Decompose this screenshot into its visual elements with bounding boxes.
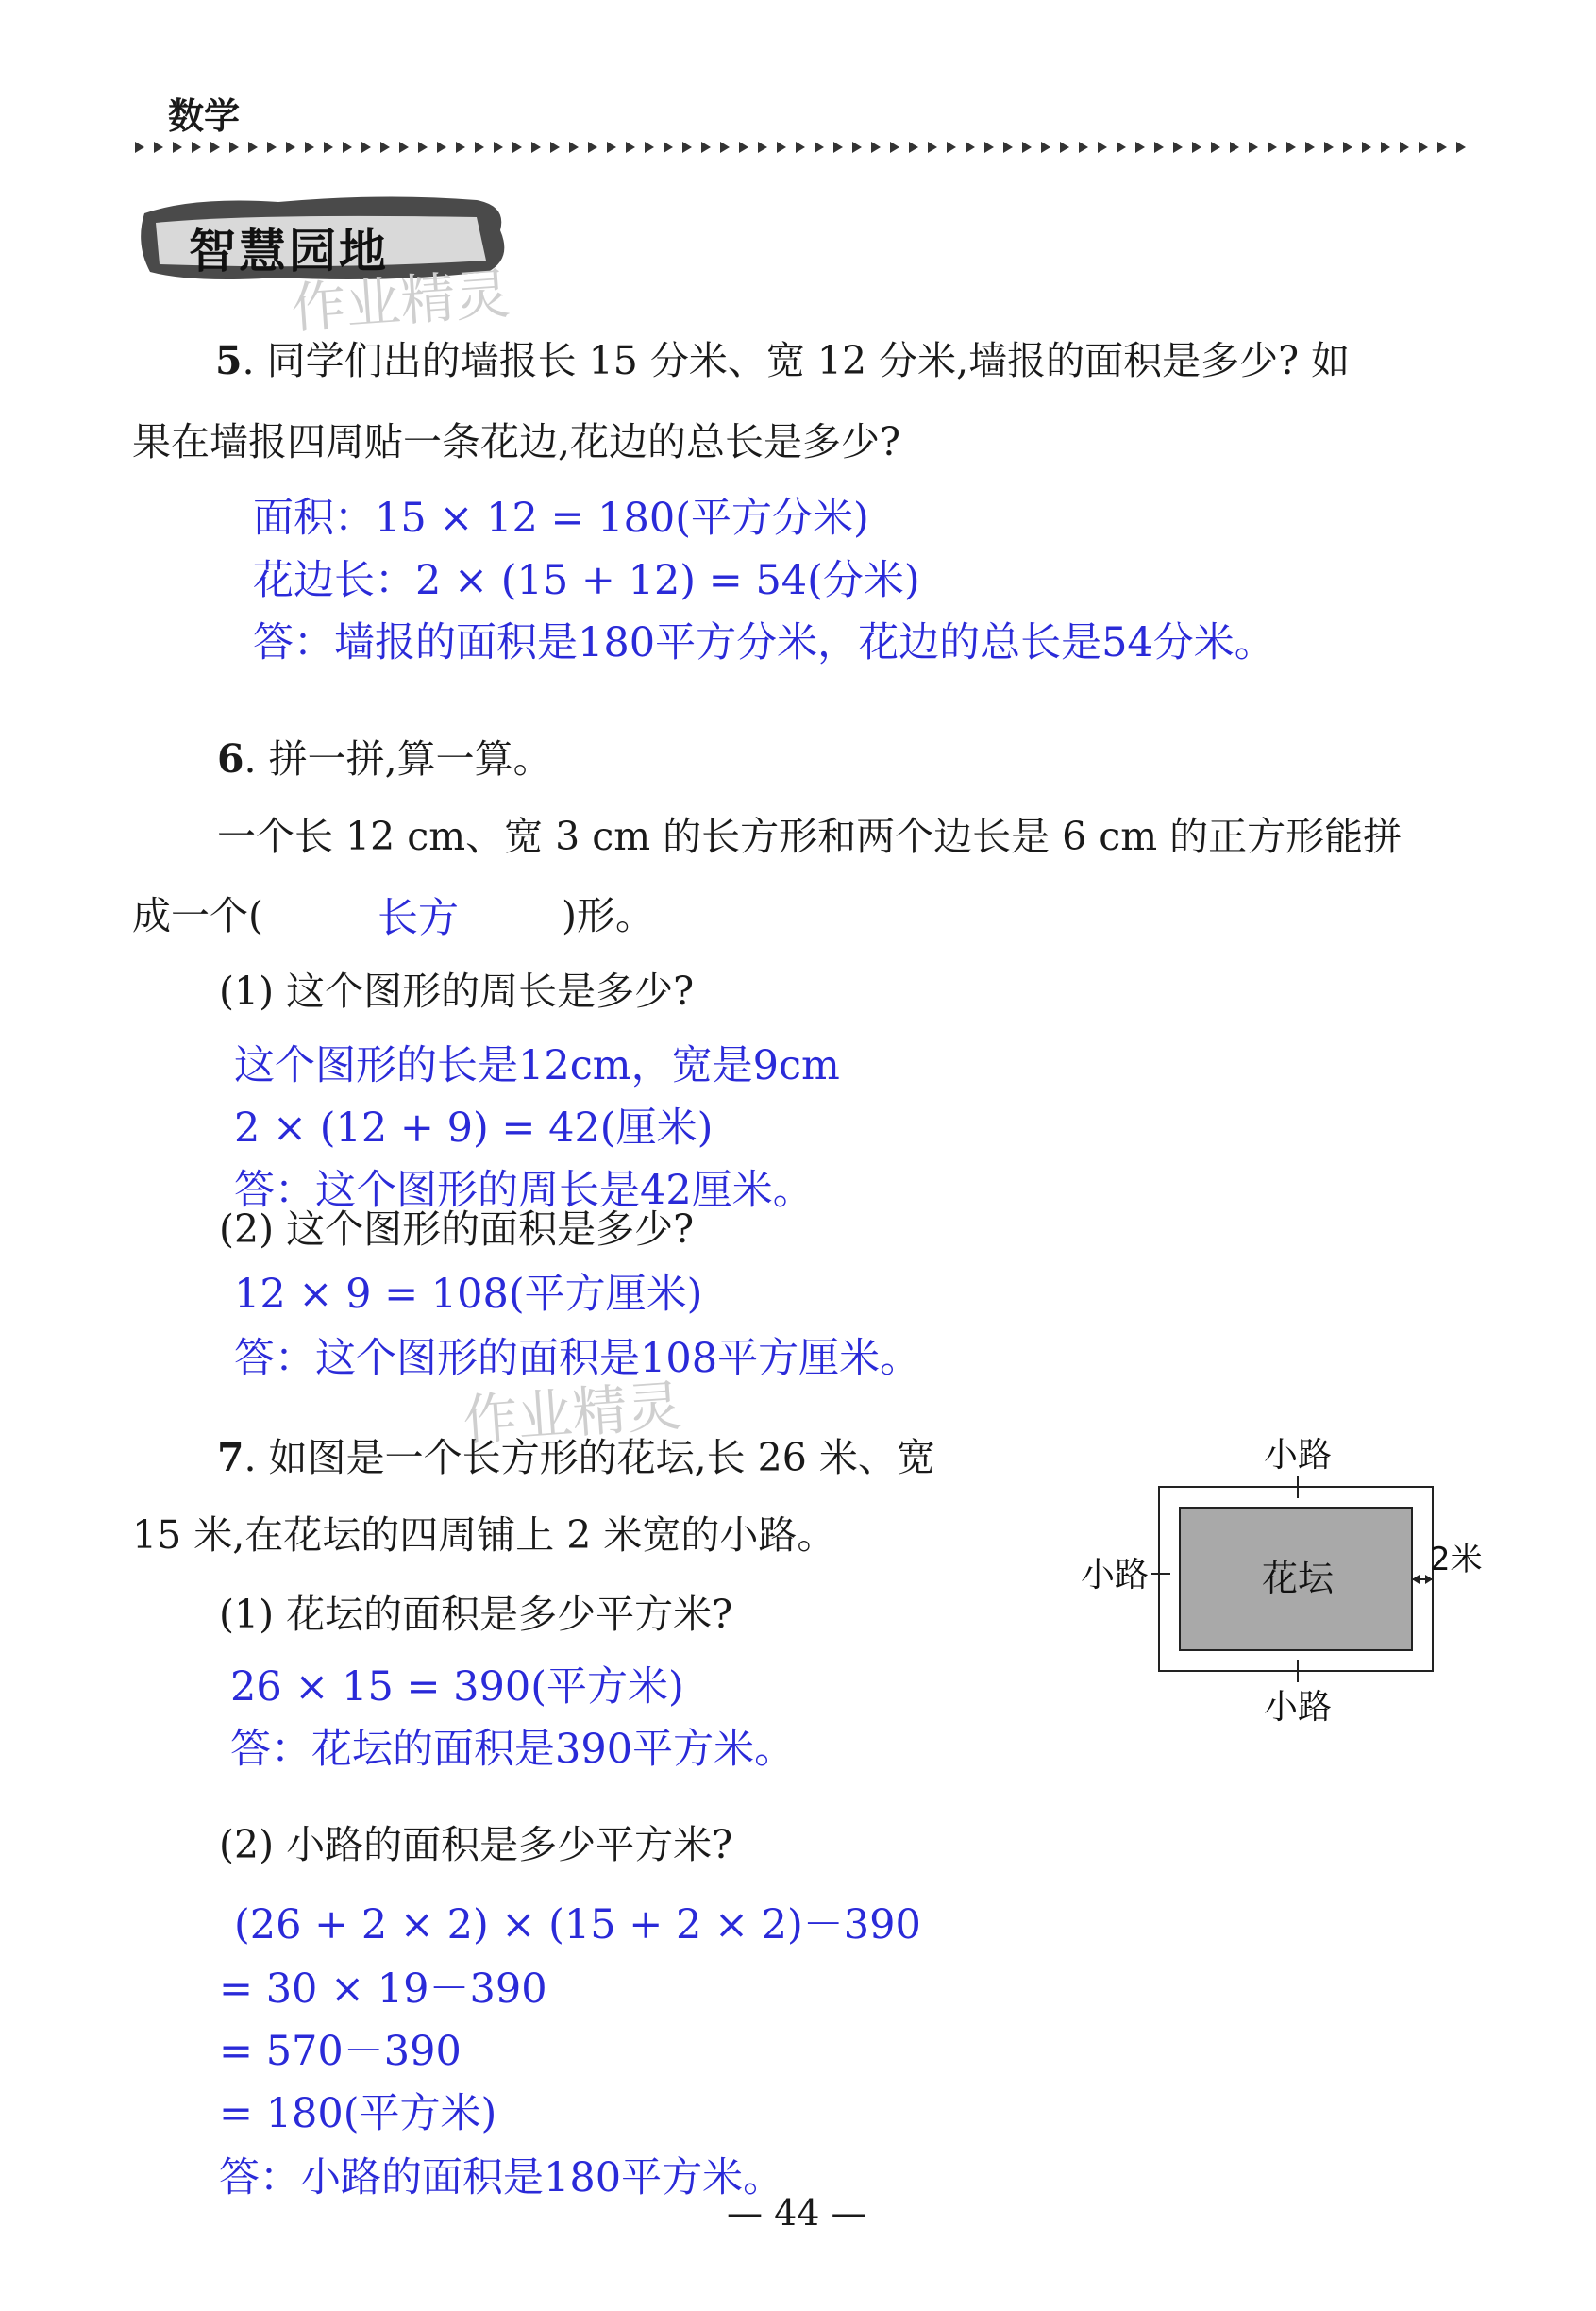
q6-blank-answer: 长方 (378, 895, 459, 942)
arrow-mark (1305, 142, 1315, 153)
arrow-mark (909, 142, 918, 153)
q5-text-1: . 同学们出的墙报长 15 分米、宽 12 分米,墙报的面积是多少? 如 (242, 338, 1351, 383)
arrow-mark (701, 142, 711, 153)
q6-line1: 一个长 12 cm、宽 3 cm 的长方形和两个边长是 6 cm 的正方形能拼 (217, 814, 1403, 859)
flower-bed-label: 花坛 (1261, 1558, 1335, 1599)
arrow-mark (664, 142, 673, 153)
q7-sub2-answer-2: = 30 × 19－390 (219, 1965, 547, 2013)
arrow-mark (626, 142, 635, 153)
q6-number: 6 (217, 736, 244, 782)
watermark-2: 作业精灵 (461, 1373, 684, 1453)
arrow-mark (833, 142, 843, 153)
q5-number: 5 (215, 338, 243, 383)
arrow-mark (1003, 142, 1013, 153)
arrow-mark (1041, 142, 1050, 153)
arrow-mark (343, 142, 352, 153)
arrow-mark (248, 142, 258, 153)
arrow-mark (135, 142, 144, 153)
arrow-mark (966, 142, 975, 153)
arrow-mark (437, 142, 446, 153)
q6-title-text: . 拼一拼,算一算。 (244, 736, 552, 782)
arrow-mark (1022, 142, 1032, 153)
arrow-mark (871, 142, 881, 153)
arrow-mark (1362, 142, 1371, 153)
watermark: 作业精灵 (289, 261, 512, 341)
path-label-bottom: 小路 (1263, 1688, 1333, 1727)
arrow-mark (796, 142, 805, 153)
arrow-mark (1286, 142, 1296, 153)
q6-sub2-answer-1: 12 × 9 = 108(平方厘米) (234, 1271, 703, 1318)
arrow-mark (456, 142, 465, 153)
arrow-mark (720, 142, 730, 153)
arrow-mark (1060, 142, 1069, 153)
arrow-mark (682, 142, 692, 153)
arrow-mark (1343, 142, 1352, 153)
arrow-mark (1324, 142, 1334, 153)
arrow-mark (1117, 142, 1126, 153)
q6-sub2: (2) 这个图形的面积是多少? (219, 1206, 695, 1252)
q7-sub1-answer-2: 答：花坛的面积是390平方米。 (230, 1726, 796, 1773)
arrow-mark (173, 142, 182, 153)
q7-sub2-answer-4: = 180(平方米) (219, 2090, 497, 2137)
arrow-mark (1400, 142, 1409, 153)
arrow-mark (286, 142, 295, 153)
arrow-mark (1192, 142, 1201, 153)
arrow-mark (1154, 142, 1164, 153)
q7-text-1: . 如图是一个长方形的花坛,长 26 米、宽 (244, 1435, 935, 1480)
arrow-mark (758, 142, 767, 153)
q7-line1 (217, 1435, 935, 1480)
arrow-mark (475, 142, 484, 153)
arrow-mark (1268, 142, 1277, 153)
q5-line2: 果在墙报四周贴一条花边,花边的总长是多少? (132, 419, 901, 464)
arrow-mark (210, 142, 220, 153)
q5-answer-2: 花边长：2 × (15 + 12) = 54(分米) (253, 557, 920, 604)
arrow-mark (1173, 142, 1183, 153)
arrow-mark (192, 142, 201, 153)
flower-bed-diagram (1062, 1421, 1505, 1732)
arrow-mark (154, 142, 163, 153)
arrow-mark (1437, 142, 1447, 153)
arrow-mark (305, 142, 314, 153)
arrow-mark (852, 142, 862, 153)
arrow-mark (947, 142, 956, 153)
arrow-mark (739, 142, 748, 153)
arrow-mark (1381, 142, 1390, 153)
arrow-mark (531, 142, 541, 153)
q6-line2-suffix: )形。 (562, 893, 654, 938)
arrow-mark (512, 142, 522, 153)
q7-line2: 15 米,在花坛的四周铺上 2 米宽的小路。 (132, 1512, 836, 1558)
arrow-mark (1098, 142, 1107, 153)
page-number: — 44 — (727, 2192, 867, 2234)
q5-answer-3: 答：墙报的面积是180平方分米，花边的总长是54分米。 (253, 619, 1275, 666)
arrow-mark (1249, 142, 1258, 153)
q7-sub1: (1) 花坛的面积是多少平方米? (219, 1592, 733, 1637)
q5-line1 (215, 338, 1351, 383)
path-label-left: 小路 (1080, 1556, 1149, 1594)
path-label-top: 小路 (1263, 1436, 1333, 1475)
arrow-mark (380, 142, 390, 153)
q6-title (217, 736, 552, 782)
q6-sub1-answer-1: 这个图形的长是12cm，宽是9cm (234, 1042, 840, 1089)
q7-sub1-answer-1: 26 × 15 = 390(平方米) (230, 1663, 684, 1711)
q6-sub1: (1) 这个图形的周长是多少? (219, 969, 695, 1014)
arrow-mark (1419, 142, 1428, 153)
arrow-mark (229, 142, 239, 153)
arrow-mark (815, 142, 824, 153)
q7-sub2-answer-3: = 570－390 (219, 2028, 462, 2075)
q5-answer-1: 面积：15 × 12 = 180(平方分米) (253, 495, 869, 542)
arrow-mark (569, 142, 579, 153)
arrow-mark (1230, 142, 1239, 153)
q6-sub2-answer-2: 答：这个图形的面积是108平方厘米。 (234, 1335, 921, 1382)
arrow-mark (267, 142, 277, 153)
arrow-divider (135, 138, 1473, 157)
arrow-mark (1211, 142, 1220, 153)
arrow-mark (777, 142, 786, 153)
q7-sub2-answer-1: (26 + 2 × 2) × (15 + 2 × 2)－390 (234, 1901, 921, 1948)
arrow-mark (1079, 142, 1088, 153)
arrow-mark (588, 142, 597, 153)
arrow-mark (361, 142, 371, 153)
arrow-mark (1456, 142, 1466, 153)
q6-line2-prefix: 成一个( (132, 893, 263, 938)
arrow-mark (890, 142, 899, 153)
section-title: 智慧园地 (189, 224, 389, 278)
q7-sub2-answer-5: 答：小路的面积是180平方米。 (219, 2154, 784, 2201)
arrow-mark (645, 142, 654, 153)
arrow-mark (418, 142, 428, 153)
q6-sub1-answer-2: 2 × (12 + 9) = 42(厘米) (234, 1105, 714, 1152)
arrow-mark (607, 142, 616, 153)
arrow-mark (550, 142, 560, 153)
width-label: 2米 (1430, 1541, 1483, 1578)
arrow-mark (928, 142, 937, 153)
subject-header: 数学 (168, 95, 241, 137)
arrow-mark (494, 142, 503, 153)
arrow-mark (984, 142, 994, 153)
arrow-mark (1135, 142, 1145, 153)
q7-sub2: (2) 小路的面积是多少平方米? (219, 1822, 733, 1867)
q7-number: 7 (217, 1435, 244, 1480)
arrow-mark (399, 142, 409, 153)
arrow-mark (324, 142, 333, 153)
q6-sub1-answer-3: 答：这个图形的周长是42厘米。 (234, 1167, 814, 1214)
